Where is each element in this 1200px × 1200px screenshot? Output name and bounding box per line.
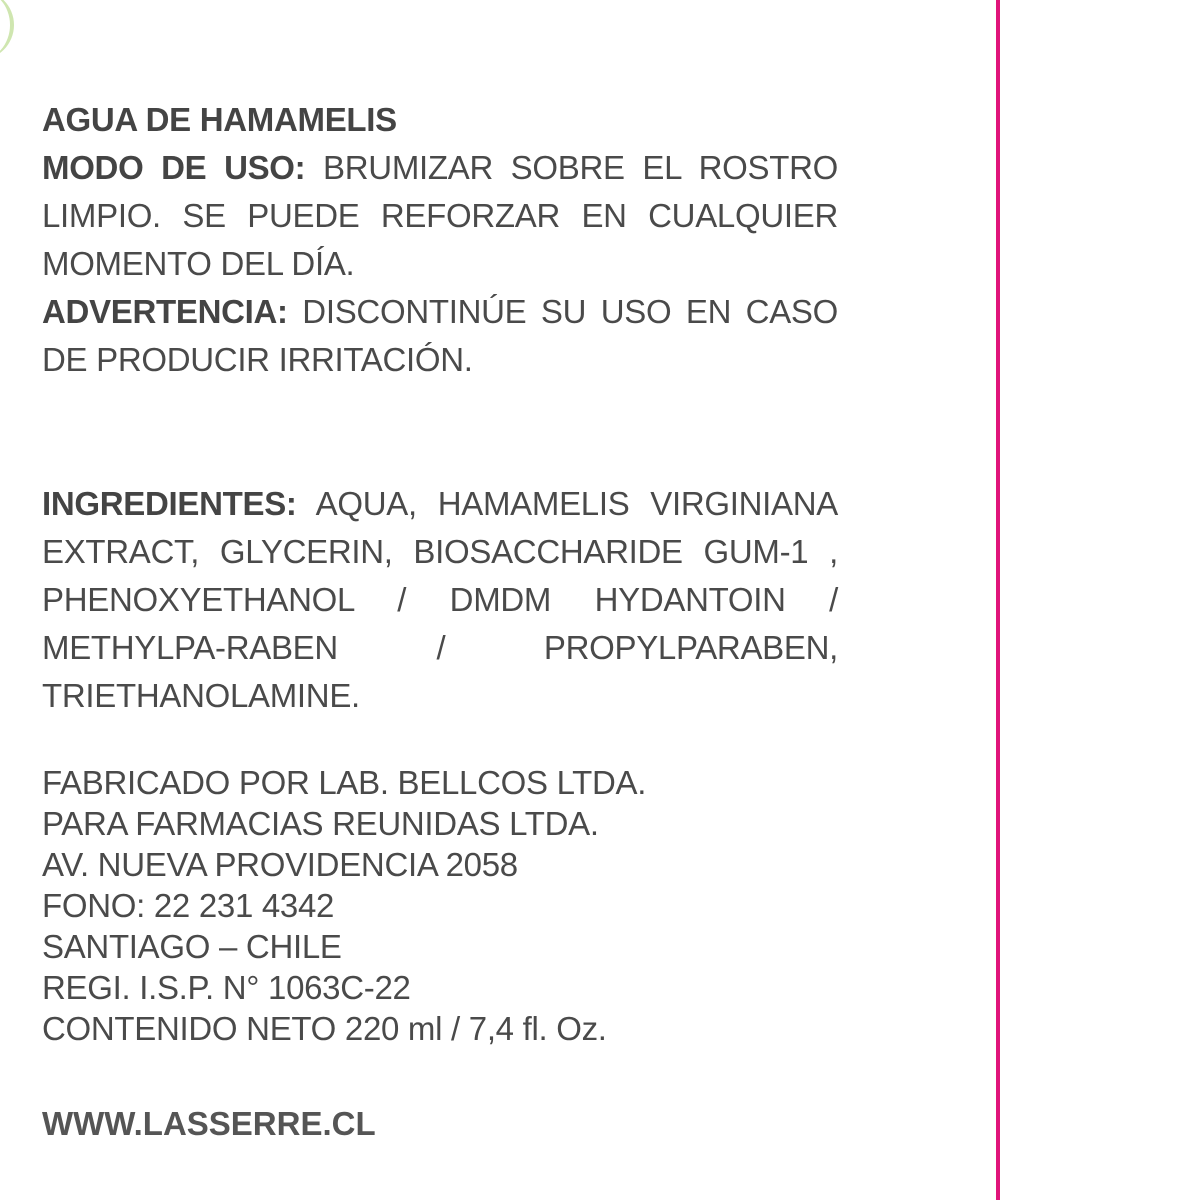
warning-paragraph	[42, 288, 838, 384]
manufacturer-line: FONO: 22 231 4342	[42, 887, 335, 924]
manufacturer-section	[42, 762, 838, 1049]
ingredients-label: INGREDIENTES:	[42, 485, 297, 522]
ingredients-text: AQUA, HAMAMELIS VIRGINIANA EXTRACT, GLYCERIN, BIOSACCHARIDE GUM-1 , PHENOXYETHANOL / DMDM HYDANTOIN / METHYLPA-RABEN / PROPYLPARABEN, TRIETHANOLAMINE.	[42, 485, 838, 714]
manufacturer-line: FABRICADO POR LAB. BELLCOS LTDA.	[42, 764, 647, 801]
usage-text: BRUMIZAR SOBRE EL ROSTRO LIMPIO. SE PUEDE REFORZAR EN CUALQUIER MOMENTO DEL DÍA.	[42, 149, 838, 282]
pink-border-line	[996, 0, 1000, 1200]
manufacturer-line: AV. NUEVA PROVIDENCIA 2058	[42, 846, 518, 883]
manufacturer-line: REGI. I.S.P. N° 1063C-22	[42, 969, 411, 1006]
usage-label: MODO DE USO:	[42, 149, 306, 186]
warning-label: ADVERTENCIA:	[42, 293, 288, 330]
manufacturer-line: SANTIAGO – CHILE	[42, 928, 342, 965]
manufacturer-line: CONTENIDO NETO 220 ml / 7,4 fl. Oz.	[42, 1010, 607, 1047]
website-url: WWW.LASSERRE.CL	[42, 1105, 376, 1142]
product-title: AGUA DE HAMAMELIS	[42, 101, 397, 138]
ingredients-section	[42, 480, 838, 720]
green-arc-decoration	[0, 0, 14, 60]
label-text-block	[42, 96, 838, 1049]
manufacturer-line: PARA FARMACIAS REUNIDAS LTDA.	[42, 805, 599, 842]
warning-text: DISCONTINÚE SU USO EN CASO DE PRODUCIR IRRITACIÓN.	[42, 293, 838, 378]
ingredients-paragraph	[42, 480, 838, 720]
usage-section	[42, 96, 838, 384]
usage-paragraph	[42, 144, 838, 288]
